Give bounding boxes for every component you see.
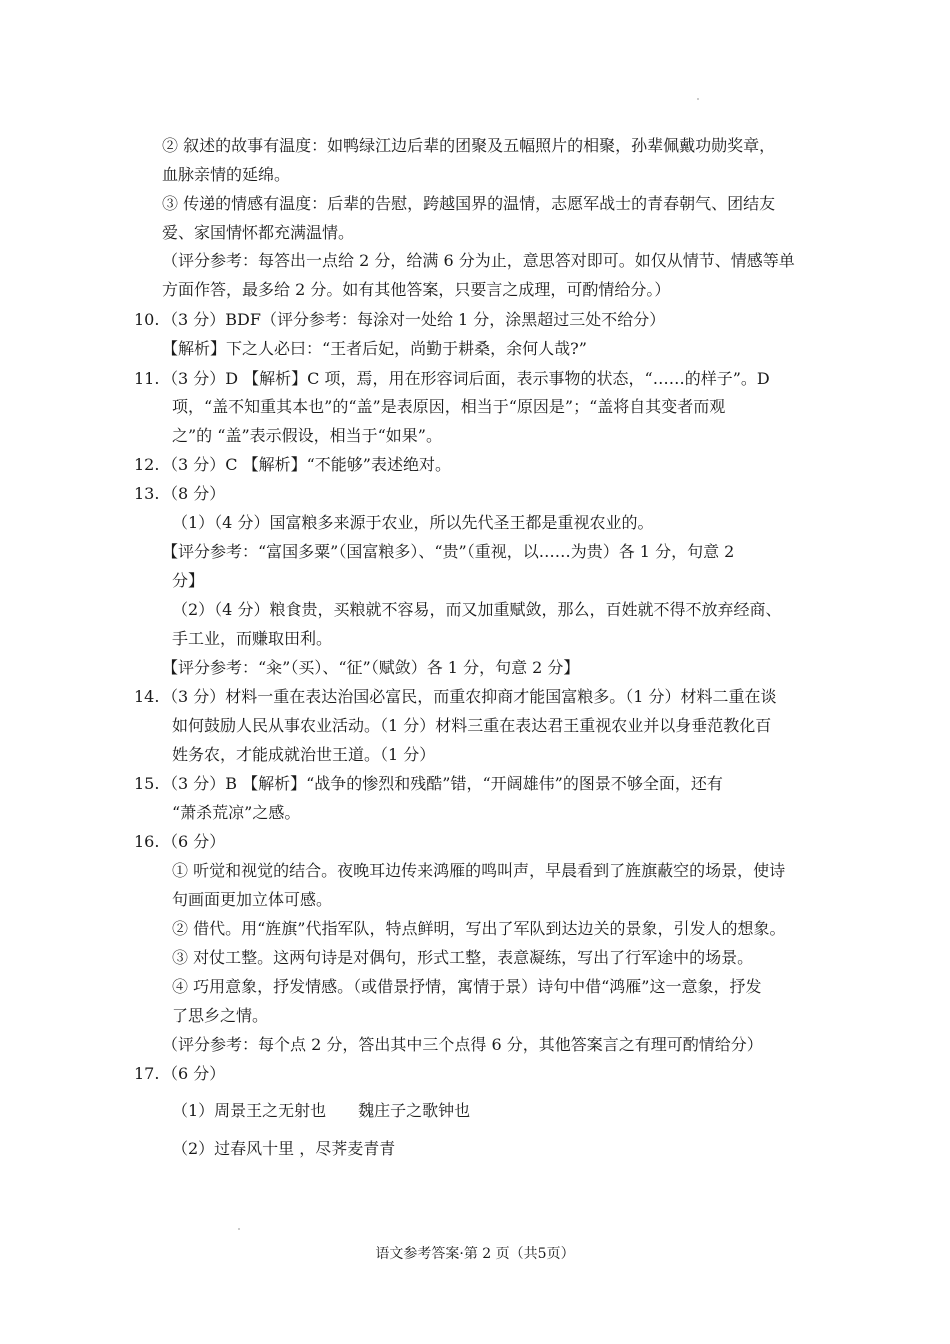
scoring-line: 【评分参考：“籴”（买）、“征”（赋敛）各 1 分，句意 2 分】 bbox=[162, 658, 580, 677]
question-number: 10. bbox=[134, 310, 160, 329]
answer-line: （3 分）BDF（评分参考：每涂对一处给 1 分，涂黑超过三处不给分） bbox=[162, 310, 666, 329]
question-number: 17. bbox=[134, 1064, 160, 1083]
text-line: 血脉亲情的延绵。 bbox=[162, 165, 291, 184]
text-line: 如何鼓励人民从事农业活动。（1 分）材料三重在表达君王重视农业并以身垂范教化百 bbox=[172, 716, 772, 735]
text-line: （1）（4 分）国富粮多来源于农业，所以先代圣王都是重视农业的。 bbox=[172, 513, 654, 532]
text-line: 句画面更加立体可感。 bbox=[172, 890, 333, 909]
page-footer: 语文参考答案·第 2 页（共5页） bbox=[375, 1246, 575, 1262]
answer-line: （8 分） bbox=[162, 484, 226, 503]
question-number: 13. bbox=[134, 484, 160, 503]
text-line: （1）周景王之无射也 魏庄子之歌钟也 bbox=[172, 1101, 471, 1120]
text-line: ③ 对仗工整。这两句诗是对偶句，形式工整，表意凝练，写出了行军途中的场景。 bbox=[172, 948, 754, 967]
text-line: 了思乡之情。 bbox=[172, 1006, 269, 1025]
answer-line: （3 分）D 【解析】C 项，焉，用在形容词后面，表示事物的状态，“……的样子”。D bbox=[162, 369, 770, 388]
question-number: 15. bbox=[134, 774, 160, 793]
text-line: ④ 巧用意象，抒发情感。（或借景抒情，寓情于景）诗句中借“鸿雁”这一意象，抒发 bbox=[172, 977, 762, 996]
text-line: 姓务农，才能成就治世王道。（1 分） bbox=[172, 745, 436, 764]
text-line: ③ 传递的情感有温度：后辈的告慰，跨越国界的温情，志愿军战士的青春朝气、团结友 bbox=[162, 194, 776, 213]
text-line: （2）（4 分）粮食贵，买粮就不容易，而又加重赋敛，那么，百姓就不得不放弃经商、 bbox=[172, 600, 782, 619]
text-line: 手工业，而赚取田利。 bbox=[172, 629, 333, 648]
text-line: ② 借代。用“旌旗”代指军队，特点鲜明，写出了军队到达边关的景象，引发人的想象。 bbox=[172, 919, 786, 938]
text-line: （评分参考：每答出一点给 2 分，给满 6 分为止，意思答对即可。如仅从情节、情感等单 bbox=[162, 251, 795, 270]
answer-line: （6 分） bbox=[162, 1064, 226, 1083]
text-line: 方面作答，最多给 2 分。如有其他答案，只要言之成理，可酌情给分。） bbox=[162, 280, 671, 299]
scoring-line: （评分参考：每个点 2 分，答出其中三个点得 6 分，其他答案言之有理可酌情给分） bbox=[162, 1035, 763, 1054]
question-number: 11. bbox=[134, 369, 160, 388]
text-line: ① 听觉和视觉的结合。夜晚耳边传来鸿雁的鸣叫声，早晨看到了旌旗蔽空的场景，使诗 bbox=[172, 861, 786, 880]
text-line: “萧杀荒凉”之感。 bbox=[172, 803, 301, 822]
answer-line: （3 分）C 【解析】“不能够”表述绝对。 bbox=[162, 455, 451, 474]
question-number: 12. bbox=[134, 455, 160, 474]
text-line: ② 叙述的故事有温度：如鸭绿江边后辈的团聚及五幅照片的相聚，孙辈佩戴功勋奖章， bbox=[162, 136, 776, 155]
question-number: 16. bbox=[134, 832, 160, 851]
answer-line: （6 分） bbox=[162, 832, 226, 851]
scoring-line: 分】 bbox=[172, 571, 205, 590]
text-line: 项，“盖不知重其本也”的“盖”是表原因，相当于“原因是”；“盖将自其变者而观 bbox=[172, 397, 726, 416]
text-line: 爱、家国情怀都充满温情。 bbox=[162, 223, 355, 242]
answer-line: （3 分）B 【解析】“战争的惨烈和残酷”错，“开阔雄伟”的图景不够全面，还有 bbox=[162, 774, 723, 793]
scan-mark bbox=[697, 98, 699, 100]
text-line: （2）过春风十里 ，尽荠麦青青 bbox=[172, 1139, 396, 1158]
question-number: 14. bbox=[134, 687, 160, 706]
analysis-line: 【解析】下之人必曰：“王者后妃，尚勤于耕桑，余何人哉?” bbox=[162, 339, 587, 358]
scoring-line: 【评分参考：“富国多粟”（国富粮多）、“贵”（重视，以……为贵）各 1 分，句意 2 bbox=[162, 542, 735, 561]
scan-mark bbox=[238, 1228, 240, 1230]
text-line: 之”的 “盖”表示假设，相当于“如果”。 bbox=[172, 426, 442, 445]
answer-line: （3 分）材料一重在表达治国必富民，而重农抑商才能国富粮多。（1 分）材料二重在谈 bbox=[162, 687, 777, 706]
